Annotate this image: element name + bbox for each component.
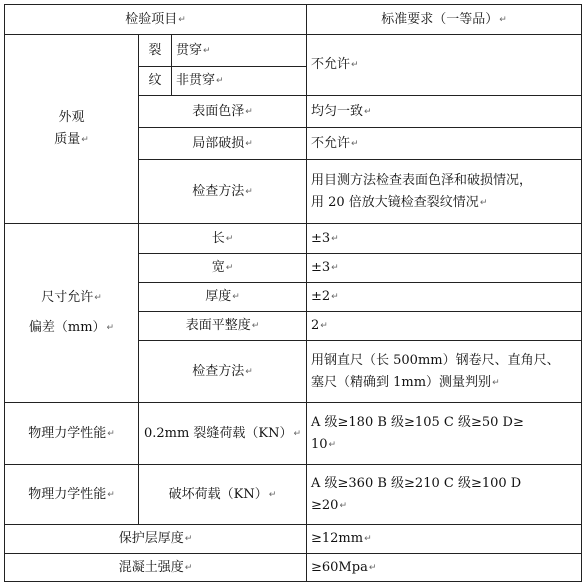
paragraph-mark: ↵ — [184, 562, 193, 573]
appearance-label-cell — [5, 35, 139, 224]
appearance-method-req-1: 用目测方法检查表面色泽和破损情况， — [311, 172, 533, 188]
color-req-cell — [307, 96, 582, 128]
non-through-cell — [172, 67, 307, 96]
concrete-req-cell — [307, 554, 582, 582]
concrete-req-text: ≥60Mpa — [311, 559, 368, 575]
paragraph-mark: ↵ — [368, 562, 377, 573]
dimension-label-2: 偏差（mm） — [28, 320, 106, 335]
paragraph-mark: ↵ — [351, 138, 359, 149]
crack-req-cell — [307, 35, 582, 96]
table-row — [5, 403, 582, 465]
concrete-item-text: 混凝土强度 — [118, 559, 184, 575]
width-req-text: ±3 — [311, 260, 331, 275]
paragraph-mark: ↵ — [499, 14, 507, 25]
damage-item-text: 局部破损 — [192, 135, 245, 151]
color-item-text: 表面色泽 — [192, 103, 245, 119]
paragraph-mark: ↵ — [293, 428, 302, 439]
dimension-method-req-1: 用钢直尺（长 500mm）钢卷尺、直角尺、 — [311, 352, 560, 368]
thickness-item-cell — [139, 283, 307, 312]
paragraph-mark: ↵ — [320, 321, 328, 331]
cover-req-cell — [307, 525, 582, 554]
crack-char-2: 纹 — [148, 73, 162, 88]
appearance-method-text: 检查方法 — [192, 183, 245, 199]
mech1-label-cell — [5, 403, 139, 465]
thickness-req-cell — [307, 283, 582, 312]
paragraph-mark: ↵ — [245, 186, 253, 197]
mech2-req-1: A 级≥360 B 级≥210 C 级≥100 D — [311, 475, 522, 491]
mech2-req-2: ≥20 — [311, 497, 339, 513]
mech1-req-cell — [307, 403, 582, 465]
table-row — [5, 525, 582, 554]
crack-char-2-cell — [139, 67, 172, 96]
paragraph-mark: ↵ — [245, 106, 253, 117]
cover-item-text: 保护层厚度 — [118, 531, 184, 546]
paragraph-mark: ↵ — [184, 534, 193, 544]
header-item-cell — [5, 5, 307, 35]
mech1-req-1: A 级≥180 B 级≥105 C 级≥50 D≥ — [311, 414, 524, 430]
paragraph-mark: ↵ — [251, 321, 260, 331]
paragraph-mark: ↵ — [216, 76, 224, 86]
appearance-method-cell — [139, 160, 307, 224]
mech2-label-cell — [5, 465, 139, 525]
width-item-text: 宽 — [211, 260, 225, 275]
flatness-req-text: 2 — [311, 318, 320, 333]
paragraph-mark: ↵ — [364, 534, 372, 544]
crack-char-1-cell — [139, 35, 172, 67]
damage-item-cell — [139, 128, 307, 160]
paragraph-mark: ↵ — [331, 233, 339, 244]
paragraph-mark: ↵ — [268, 489, 277, 500]
mech1-label-text: 物理力学性能 — [28, 425, 107, 441]
mech1-req-2: 10 — [311, 436, 328, 452]
appearance-method-req-cell — [307, 160, 582, 224]
paragraph-mark: ↵ — [328, 439, 337, 450]
concrete-item-cell — [5, 554, 307, 582]
damage-req-cell — [307, 128, 582, 160]
table-row — [5, 465, 582, 525]
table-row — [5, 35, 582, 67]
thickness-item-text: 厚度 — [205, 289, 232, 304]
paragraph-mark: ↵ — [178, 14, 186, 25]
paragraph-mark: ↵ — [364, 106, 372, 117]
mech2-label-text: 物理力学性能 — [28, 486, 107, 502]
color-req-text: 均匀一致 — [311, 103, 364, 119]
paragraph-mark: ↵ — [81, 135, 89, 145]
dimension-method-cell — [139, 341, 307, 403]
flatness-item-cell — [139, 312, 307, 341]
header-req-text: 标准要求（一等品） — [381, 11, 499, 27]
paragraph-mark: ↵ — [245, 366, 253, 377]
mech1-item-cell — [139, 403, 307, 465]
non-through-text: 非贯穿 — [176, 73, 216, 88]
dimension-method-req-cell — [307, 341, 582, 403]
width-req-cell — [307, 254, 582, 283]
dimension-label-cell — [5, 224, 139, 403]
length-item-cell — [139, 224, 307, 254]
paragraph-mark: ↵ — [331, 263, 339, 273]
flatness-item-text: 表面平整度 — [185, 318, 251, 333]
length-req-text: ±3 — [311, 230, 331, 246]
cover-item-cell — [5, 525, 307, 554]
paragraph-mark: ↵ — [479, 197, 488, 208]
mech2-item-cell — [139, 465, 307, 525]
paragraph-mark: ↵ — [245, 138, 253, 149]
length-req-cell — [307, 224, 582, 254]
damage-req-text: 不允许 — [311, 135, 351, 151]
paragraph-mark: ↵ — [331, 292, 339, 302]
width-item-cell — [139, 254, 307, 283]
paragraph-mark: ↵ — [203, 45, 211, 56]
table-header-row — [5, 5, 582, 35]
table-row — [5, 554, 582, 582]
paragraph-mark: ↵ — [94, 293, 102, 303]
paragraph-mark: ↵ — [492, 377, 500, 388]
mech2-req-cell — [307, 465, 582, 525]
paragraph-mark: ↵ — [225, 233, 234, 244]
header-req-cell — [307, 5, 582, 35]
thickness-req-text: ±2 — [311, 289, 331, 304]
crack-req-text: 不允许 — [311, 57, 351, 72]
dimension-method-text: 检查方法 — [192, 363, 245, 379]
table-row — [5, 224, 582, 254]
flatness-req-cell — [307, 312, 582, 341]
crack-char-1: 裂 — [148, 42, 162, 58]
appearance-label-2: 质量 — [54, 132, 81, 147]
paragraph-mark: ↵ — [232, 292, 240, 302]
through-cell — [172, 35, 307, 67]
paragraph-mark: ↵ — [106, 323, 115, 333]
mech1-item-text: 0.2mm 裂缝荷载（KN） — [143, 425, 293, 441]
appearance-label-1: 外观 — [58, 110, 85, 125]
dimension-method-req-2: 塞尺（精确到 1mm）测量判别 — [311, 374, 492, 390]
cover-req-text: ≥12mm — [311, 531, 364, 546]
paragraph-mark: ↵ — [351, 60, 359, 70]
specification-table — [4, 4, 582, 582]
mech2-item-text: 破坏荷载（KN） — [168, 486, 268, 502]
through-text: 贯穿 — [176, 42, 203, 58]
color-item-cell — [139, 96, 307, 128]
paragraph-mark: ↵ — [225, 263, 234, 273]
length-item-text: 长 — [211, 230, 225, 246]
header-item-text: 检验项目 — [125, 11, 178, 27]
dimension-label-1: 尺寸允许 — [41, 290, 94, 305]
paragraph-mark: ↵ — [107, 489, 115, 500]
paragraph-mark: ↵ — [339, 500, 347, 511]
paragraph-mark: ↵ — [107, 428, 115, 439]
appearance-method-req-2: 用 20 倍放大镜检查裂纹情况 — [311, 194, 479, 210]
